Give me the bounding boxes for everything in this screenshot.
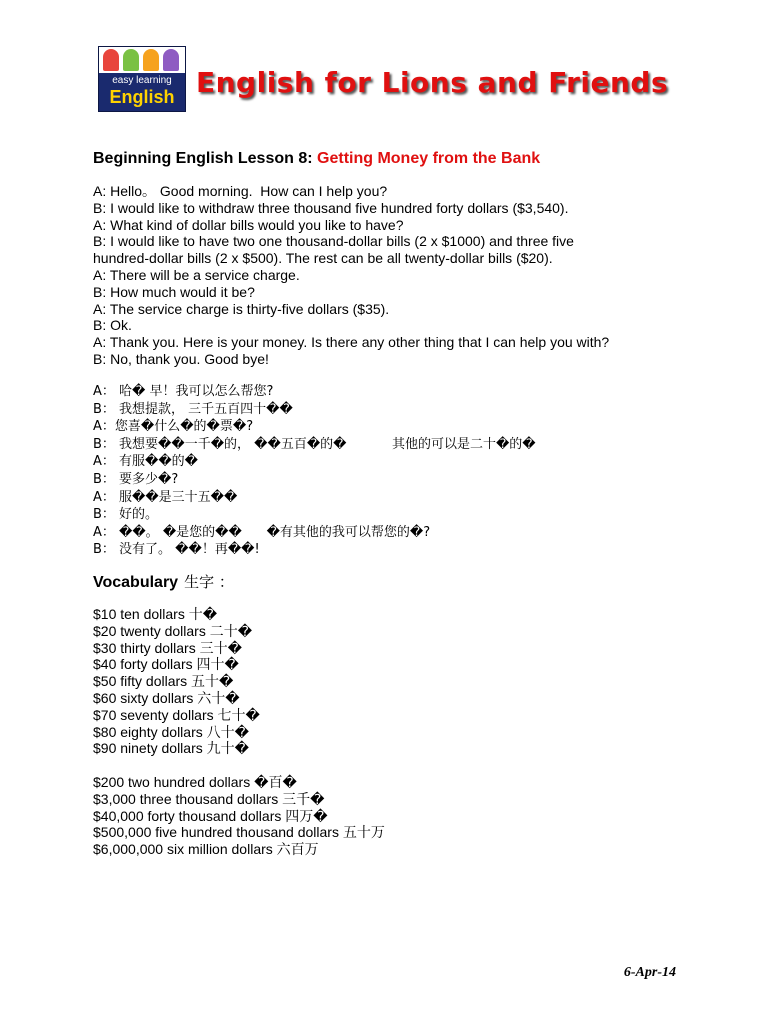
dialogue-chinese bbox=[93, 383, 536, 559]
easy-learning-english-logo bbox=[98, 46, 186, 112]
vocabulary-item: $40 forty dollars 四十� bbox=[93, 656, 239, 673]
vocabulary-label: Vocabulary bbox=[93, 574, 179, 591]
dialogue-line-zh: B： 没有了。 ��！再��! bbox=[93, 542, 260, 558]
dialogue-line-zh: A： 服��是三十五�� bbox=[93, 489, 238, 505]
dialogue-line: B: I would like to have two one thousand-dollar bills (2 x $1000) and three five bbox=[93, 233, 574, 250]
dialogue-english bbox=[93, 183, 609, 368]
dialogue-line: A: There will be a service charge. bbox=[93, 266, 300, 283]
vocabulary-item: $90 ninety dollars 九十� bbox=[93, 740, 249, 757]
dialogue-line: A: The service charge is thirty-five dollars ($35). bbox=[93, 300, 390, 317]
vocabulary-item: $6,000,000 six million dollars 六百万 bbox=[93, 841, 319, 858]
dialogue-line-zh: B： 我想要��一千�的， ��五百�的� 其他的可以是二十�的� bbox=[93, 436, 536, 452]
vocabulary-item: $80 eighty dollars 八十� bbox=[93, 723, 249, 740]
vocabulary-item: $20 twenty dollars 二十� bbox=[93, 622, 253, 639]
logo-line1: easy learning bbox=[112, 75, 172, 86]
dialogue-line-zh: A： 有服��的� bbox=[93, 454, 199, 470]
dialogue-line: A: Hello。 Good morning. How can I help you? bbox=[93, 183, 388, 199]
logo-line2: English bbox=[109, 87, 175, 107]
vocabulary-item: $500,000 five hundred thousand dollars 五十万 bbox=[93, 824, 385, 841]
dialogue-line: B: How much would it be? bbox=[93, 283, 255, 300]
vocabulary-list-large bbox=[93, 774, 385, 858]
dialogue-line-zh: B： 我想提款， 三千五百四十�� bbox=[93, 401, 293, 417]
dialogue-line: B: I would like to withdraw three thousand five hundred forty dollars ($3,540). bbox=[93, 199, 569, 216]
vocabulary-item: $200 two hundred dollars �百� bbox=[93, 774, 297, 790]
vocabulary-item: $10 ten dollars 十� bbox=[93, 606, 218, 622]
dialogue-line: B: No, thank you. Good bye! bbox=[93, 350, 269, 367]
vocabulary-item: $70 seventy dollars 七十� bbox=[93, 706, 260, 723]
vocabulary-item: $60 sixty dollars 六十� bbox=[93, 689, 240, 706]
dialogue-line: A: What kind of dollar bills would you like to have? bbox=[93, 216, 404, 233]
vocabulary-list-tens bbox=[93, 606, 260, 757]
dialogue-line-zh: A： 哈� 早！我可以怎么帮您? bbox=[93, 384, 274, 399]
vocabulary-item: $30 thirty dollars 三十� bbox=[93, 639, 242, 656]
dialogue-line: B: Ok. bbox=[93, 317, 132, 334]
dialogue-line-zh: B： 好的。 bbox=[93, 507, 159, 523]
dialogue-line-zh: A： ��。 �是您的�� �有其他的我可以帮您的�? bbox=[93, 524, 431, 540]
dialogue-line: A: Thank you. Here is your money. Is there any other thing that I can help you with? bbox=[93, 334, 610, 351]
vocabulary-heading bbox=[93, 571, 234, 592]
site-title: English for Lions and Friends bbox=[196, 66, 669, 99]
document-date: 6-Apr-14 bbox=[623, 965, 676, 980]
lesson-title bbox=[93, 150, 540, 168]
dialogue-line: hundred-dollar bills (2 x $500). The rest can be all twenty-dollar bills ($20). bbox=[93, 250, 553, 267]
lesson-subtitle: Getting Money from the Bank bbox=[317, 150, 541, 167]
dialogue-line-zh: A：您喜�什么�的�票�? bbox=[93, 419, 254, 435]
logo-figures bbox=[99, 47, 185, 73]
lesson-prefix: Beginning English Lesson 8: bbox=[93, 150, 318, 167]
vocabulary-item: $50 fifty dollars 五十� bbox=[93, 673, 234, 690]
dialogue-line-zh: B： 要多少�? bbox=[93, 471, 179, 487]
vocabulary-label-zh: 生字 ： bbox=[184, 573, 234, 591]
vocabulary-item: $3,000 three thousand dollars 三千� bbox=[93, 790, 325, 807]
vocabulary-item: $40,000 forty thousand dollars 四万� bbox=[93, 807, 328, 824]
